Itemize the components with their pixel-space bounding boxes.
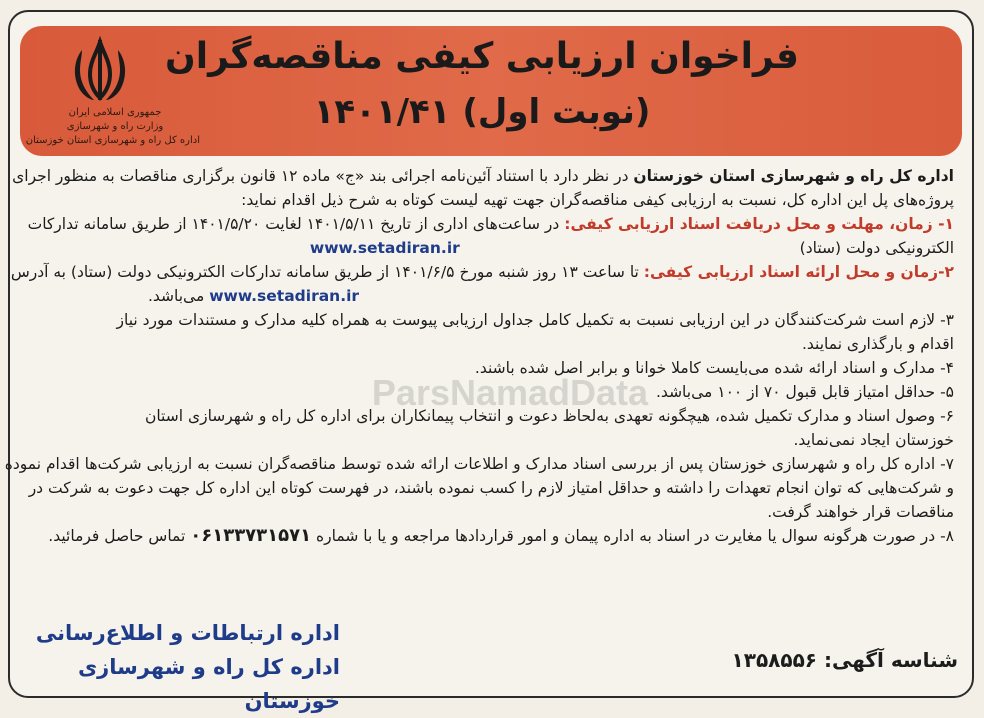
item-2 <box>10 260 954 284</box>
item-8-text: ۸- در صورت هرگونه سوال یا مغایرت در اسناد به اداره پیمان و امور قراردادها مراجعه و یا با شماره <box>311 527 954 545</box>
issuer-block <box>20 616 340 718</box>
intro-line <box>12 164 954 188</box>
ad-id-label: شناسه آگهی: <box>817 648 958 672</box>
emblem-caption <box>25 106 200 148</box>
item-5: ۵- حداقل امتیاز قابل قبول ۷۰ از ۱۰۰ می‌باشد. <box>656 383 954 401</box>
item-6-line-2: خوزستان ایجاد نمی‌نماید. <box>793 431 954 449</box>
item-7: ۷- اداره کل راه و شهرسازی خوزستان پس از بررسی اسناد مدارک و اطلاعات ارائه شده توسط مناقصه‌گران نسبت به ارزیابی شرکت‌ها اقدام نموده <box>4 455 954 473</box>
emblem-caption-line: وزارت راه و شهرسازی <box>66 121 164 132</box>
contact-phone: ۰۶۱۳۳۷۳۱۵۷۱ <box>190 525 312 546</box>
item-1-text-2: الکترونیکی دولت (ستاد) <box>799 239 954 257</box>
setadiran-link-2[interactable]: www.setadiran.ir <box>209 287 360 305</box>
intro-organization: اداره کل راه و شهرسازی استان خوزستان <box>633 167 954 185</box>
item-8-tail: تماس حاصل فرمائید. <box>48 527 191 545</box>
item-7-line-2: و شرکت‌هایی که توان انجام تعهدات را داشته و حداقل امتیاز لازم را کسب نموده باشند، در فهرست کوتاه این اداره کل جهت دعوت به شرکت در <box>28 479 954 497</box>
intro-line-2: پروژه‌های پل این اداره کل، نسبت به ارزیابی کیفی مناقصه‌گران جهت تهیه لیست کوتاه به شرح ذیل اقدام نماید: <box>241 191 954 209</box>
issuer-department: اداره ارتباطات و اطلاع‌رسانی <box>35 621 340 645</box>
ad-id-value: ۱۳۵۸۵۵۶ <box>731 648 817 672</box>
item-8 <box>24 524 954 548</box>
watermark: ParsNamadData <box>371 372 649 413</box>
announcement-title: فراخوان ارزیابی کیفی مناقصه‌گران <box>165 36 799 77</box>
header-banner <box>20 26 962 156</box>
item-6: ۶- وصول اسناد و مدارک تکمیل شده، هیچگونه تعهدی به‌لحاظ دعوت و انتخاب پیمانکاران برای اداره کل راه و شهرسازی استان <box>144 407 954 425</box>
item-1-text: در ساعت‌های اداری از تاریخ ۱۴۰۱/۵/۱۱ لغایت ۱۴۰۱/۵/۲۰ از طریق سامانه تدارکات <box>27 215 565 233</box>
item-3-line-2: اقدام و بارگذاری نمایند. <box>801 335 954 353</box>
item-1 <box>24 212 954 236</box>
item-2-line-2 <box>24 284 954 308</box>
item-7-line-3: مناقصات قرار خواهند گرفت. <box>767 503 954 521</box>
emblem-caption-line: اداره کل راه و شهرسازی استان خوزستان <box>25 135 200 146</box>
item-2-tail: می‌باشد. <box>147 287 210 305</box>
item-2-heading: ۲-زمان و محل ارائه اسناد ارزیابی کیفی: <box>643 263 954 281</box>
intro-text: در نظر دارد با استناد آئین‌نامه اجرائی بند «ج» ماده ۱۲ قانون برگزاری مناقصات به منظور اجرای <box>12 167 634 185</box>
announcement-paper <box>4 10 974 713</box>
item-1-line-2 <box>24 236 954 260</box>
issuer-organization: اداره کل راه و شهرسازی خوزستان <box>77 655 340 713</box>
item-3: ۳- لازم است شرکت‌کنندگان در این ارزیابی نسبت به تکمیل کامل جداول ارزیابی پیوست به همراه کلیه مدارک و مستندات مورد نیاز <box>116 311 954 329</box>
item-2-text: تا ساعت ۱۳ روز شنبه مورخ ۱۴۰۱/۶/۵ از طریق سامانه تدارکات الکترونیکی دولت (ستاد) به آدرس <box>10 263 644 281</box>
setadiran-link[interactable]: www.setadiran.ir <box>309 239 460 257</box>
iran-emblem-icon <box>60 36 140 106</box>
announcement-subtitle: (نوبت اول) ۱۴۰۱/۴۱ <box>313 92 651 132</box>
ad-identifier <box>732 648 958 672</box>
announcement-body <box>4 164 954 548</box>
emblem-caption-line: جمهوری اسلامی ایران <box>68 107 162 118</box>
item-4: ۴- مدارک و اسناد ارائه شده می‌بایست کاملا خوانا و برابر اصل شده باشند. <box>474 359 954 377</box>
item-1-heading: ۱- زمان، مهلت و محل دریافت اسناد ارزیابی کیفی: <box>564 215 954 233</box>
